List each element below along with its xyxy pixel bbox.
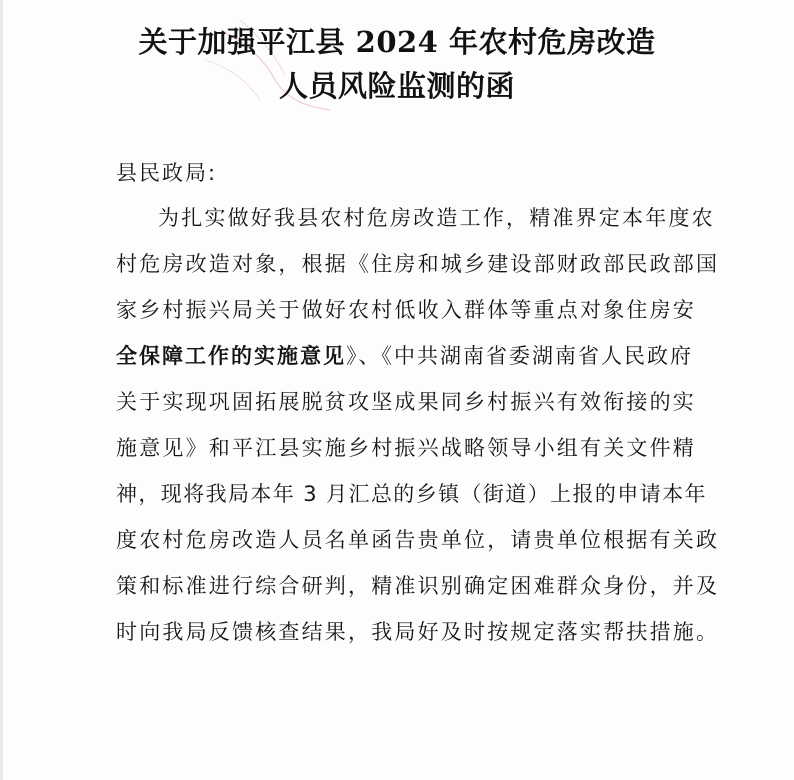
body-line xyxy=(116,336,693,376)
body-line: 为扎实做好我县农村危房改造工作，精准界定本年度农 xyxy=(158,206,715,230)
body-line: 施意见》和平江县实施乡村振兴战略领导小组有关文件精 xyxy=(116,436,696,460)
body-line: 家乡村振兴局关于做好农村低收入群体等重点对象住房安 xyxy=(116,298,696,322)
bold-text: 全保障工作的实施意见 xyxy=(116,344,346,368)
body-line: 村危房改造对象，根据《住房和城乡建设部财政部民政部国 xyxy=(116,252,720,276)
body-text: 》、《中共湖南省委湖南省人民政府 xyxy=(346,344,693,368)
salutation: 县民政局: xyxy=(116,161,218,185)
body-line: 时向我局反馈核查结果，我局好及时按规定落实帮扶措施。 xyxy=(116,620,720,644)
page-edge xyxy=(0,0,3,780)
body-line: 度农村危房改造人员名单函告贵单位，请贵单位根据有关政 xyxy=(116,528,720,552)
body-line: 神，现将我局本年 3 月汇总的乡镇（街道）上报的申请本年 xyxy=(116,482,707,506)
body-line: 策和标准进行综合研判，精准识别确定困难群众身份，并及 xyxy=(116,574,720,598)
body-line: 关于实现巩固拓展脱贫攻坚成果同乡村振兴有效衔接的实 xyxy=(116,390,696,414)
document-title-line-1: 关于加强平江县 2024 年农村危房改造 xyxy=(138,25,656,59)
document-title-line-2: 人员风险监测的函 xyxy=(278,69,515,103)
